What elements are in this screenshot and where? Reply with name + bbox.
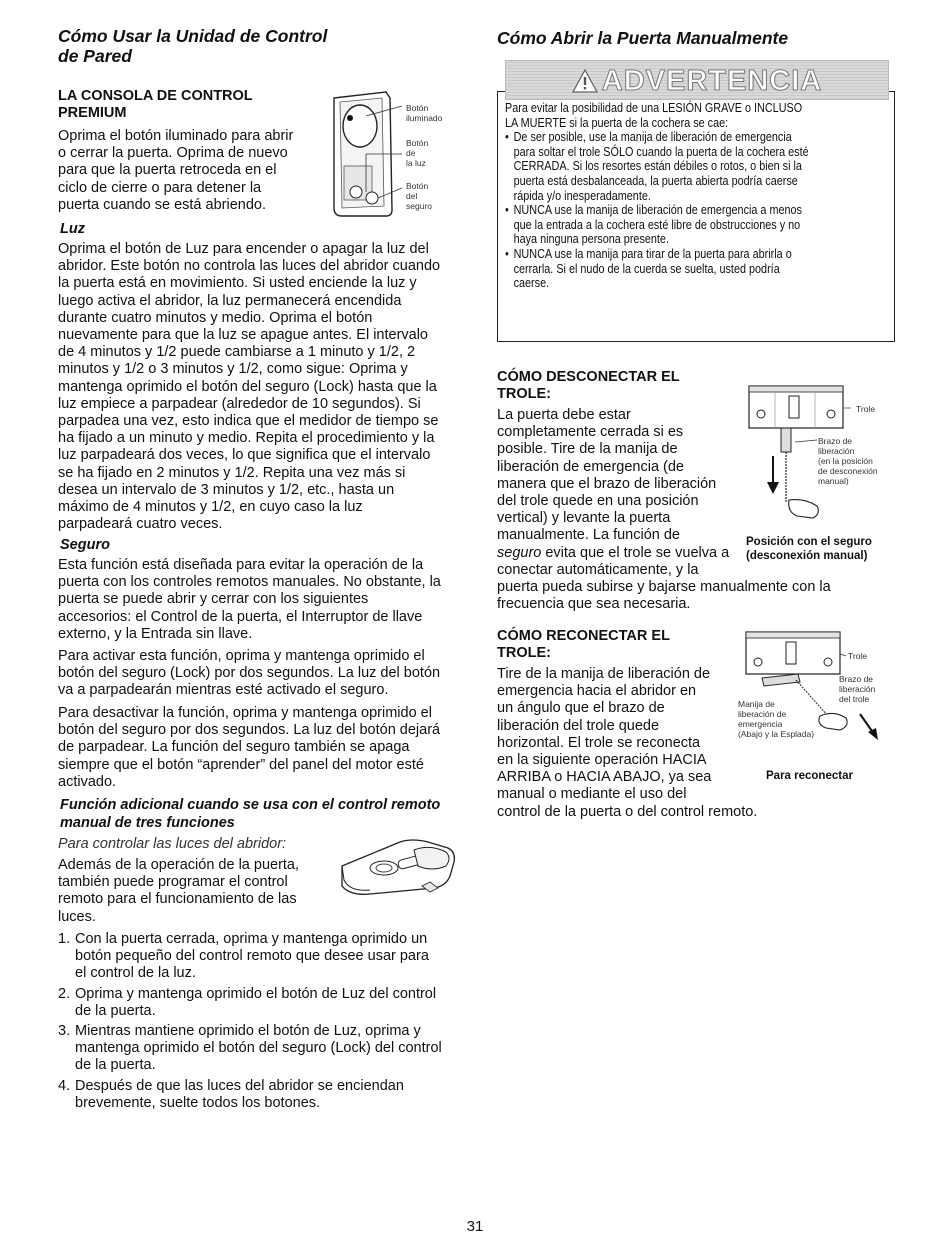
step-item: 1. Con la puerta cerrada, oprima y mantenga oprimido un botón pequeño del control remoto que desee usar para el control de la luz.	[58, 931, 429, 982]
seguro-paragraph-3: Para desactivar la función, oprima y mantenga oprimido el botón del seguro por dos segundos. La luz del botón dejará de parpadear. La función del seguro también se apaga siempre que el botón “aprender” del panel del motor esté activado.	[58, 705, 441, 790]
step-item: 2. Oprima y mantenga oprimido el botón de Luz del control de la puerta.	[58, 985, 437, 1019]
remote-control-illustration	[330, 836, 460, 898]
luz-text: Oprima el botón de Luz para encender o apagar la luz del abridor. Este botón no controla las luces del abridor cuando la puerta está en movimiento. Si usted enciende la luz y luego activa el abridor, la luz permanecerá encendida durante cuatro minutos y medio. Oprima el botón nuevamente para que la luz se apague antes. El intervalo de 4 minutos y 1/2 puede cambiarse a 1 minuto y 1/2, 2 minutos y 1/2 o 3 minutos y 1/2, como sigue: Oprima y mantenga oprimido el botón del seguro (Lock) hasta que la luz empiece a parpadear (alrededor de 10 segundos). Si parpadea una vez, esto indica que el medidor de tiempo se ha fijado a un minuto y medio. Repita el procedimiento y la luz parpadeará dos veces, lo que significa que el intervalo se ha fijado en 2 minutos y 1/2. Repita una vez más si desea un intervalo de 3 minutos y 1/2, etc., hasta un máximo de 4 minutos y 1/2, en cuyo caso la luz parpadeará cuatro veces.	[58, 241, 441, 533]
step-item: 3. Mientras mantiene oprimido el botón de Luz, oprima y mantenga oprimido el botón del seguro (Lock) del control de la puerta.	[58, 1023, 442, 1074]
seguro-paragraph-2: Para activar esta función, oprima y mantenga oprimido el botón del seguro (Lock) por dos segundos. La luz del botón va a parpadearán mientras esté activado el seguro.	[58, 648, 441, 699]
reconnect-text: Tire de la manija de liberación de emergencia hacia el abridor en un ángulo que el brazo de liberación del trole quede horizontal. El trole se reconecta en la siguiente operación HACIA ARRIBA o HACIA ABAJO, ya sea manual o mediante el uso del control de la puerta o del control remoto.	[497, 666, 758, 820]
reconnect-label-arm: Brazo de liberación del trole	[839, 674, 876, 704]
light-button-shape	[350, 186, 362, 198]
reconnect-label-handle: Manija de liberación de emergencia (Abajo y la Esplada)	[738, 699, 815, 739]
console-heading: LA CONSOLA DE CONTROL PREMIUM	[58, 88, 253, 121]
warning-triangle-icon	[572, 68, 598, 101]
warning-bullet: • NUNCA use la manija para tirar de la puerta para abrirla o cerrarla. Si el nudo de la cuerda se suelta, usted podría caerse.	[505, 247, 889, 291]
disconnect-caption: Posición con el seguro (desconexión manual)	[746, 536, 872, 562]
disconnect-text: La puerta debe estar completamente cerrada si es posible. Tire de la manija de liberación de emergencia (de manera que el brazo de liberación del trole quede en una posición vertical) y levante la puerta manualmente. La función de seguro evita que el trole se vuelva a	[497, 407, 730, 561]
para-controlar: Para controlar las luces del abridor:	[58, 836, 287, 852]
disconnect-heading: CÓMO DESCONECTAR EL TROLE:	[497, 369, 680, 402]
right-title: Cómo Abrir la Puerta Manualmente	[497, 28, 789, 48]
reconnect-caption: Para reconectar	[766, 770, 853, 782]
page-number: 31	[466, 1218, 484, 1235]
ademas-text: Además de la operación de la puerta, también puede programar el control remoto para el funcionamiento de las luces.	[58, 857, 300, 925]
seguro-paragraph-1: Esta función está diseñada para evitar la operación de la puerta con los controles remotos manuales. No obstante, la puerta se puede abrir y cerrar con los siguientes accesorios: el Control de la puerta, el Interruptor de llave externo, y la Entrada sin llave.	[58, 557, 441, 642]
warning-title: ADVERTENCIA	[601, 65, 823, 97]
funcion-heading: Función adicional cuando se usa con el control remoto manual de tres funciones	[60, 797, 441, 831]
disconnect-text-end: conectar automáticamente, y la puerta pueda subirse y bajarse manualmente con la frecuencia que sea necesaria.	[497, 562, 831, 613]
lit-button-shape	[343, 105, 377, 147]
disconnect-label-arm: Brazo de liberación (en la posición de desconexión manual)	[818, 436, 878, 486]
warning-bullet: • De ser posible, use la manija de liberación de emergencia para soltar el trole SÓLO cuando la puerta de la cochera esté CERRADA. Si los resortes están débiles o rotos, o bien si la puerta está desbalanceada, la puerta abierta podría caerse rápida y/o inesperadamente.	[505, 130, 889, 203]
seguro-heading: Seguro	[60, 537, 110, 553]
luz-heading: Luz	[60, 221, 85, 237]
steps-list	[58, 931, 460, 1115]
console-text: Oprima el botón iluminado para abrir o cerrar la puerta. Oprima de nuevo para que la puerta retroceda en el ciclo de cierre o para detener la puerta cuando se está abriendo.	[58, 128, 294, 213]
callout-lock-button: Botón del seguro	[406, 181, 432, 211]
callout-lit-button: Botón iluminado	[406, 103, 443, 123]
warning-bullet: • NUNCA use la manija de liberación de emergencia a menos que la entrada a la cochera esté libre de obstrucciones y no haya ninguna persona presente.	[505, 203, 889, 247]
warning-banner	[505, 60, 889, 100]
step-item: 4. Después de que las luces del abridor se enciendan brevemente, suelte todos los botones.	[58, 1077, 404, 1111]
left-title: Cómo Usar la Unidad de Control de Pared	[58, 26, 328, 66]
callout-light-button: Botón de la luz	[406, 138, 429, 168]
reconnect-heading: CÓMO RECONECTAR EL TROLE:	[497, 628, 670, 661]
lock-button-shape	[366, 192, 378, 204]
disconnect-label-trole: Trole	[856, 404, 876, 414]
warning-text: Para evitar la posibilidad de una LESIÓN GRAVE o INCLUSO LA MUERTE si la puerta de la cochera se cae: • De ser posible, use la manija de liberación de emergencia para soltar el trole SÓLO cuando la puerta de la cochera esté CERRADA. Si los resortes están débiles o rotos, o bien si la puerta está desbalanceada, la puerta abierta podría caerse rápida y/o inesperadamente. • NUNCA use la manija de liberación de emergencia a menos que la entrada a la cochera esté libre de obstrucciones y no haya ninguna persona presente. • NUNCA use la manija para tirar de la puerta para abrirla o cerrarla. Si el nudo de la cuerda se suelta, usted podría caerse.	[505, 101, 889, 291]
reconnect-label-trole: Trole	[848, 651, 868, 661]
